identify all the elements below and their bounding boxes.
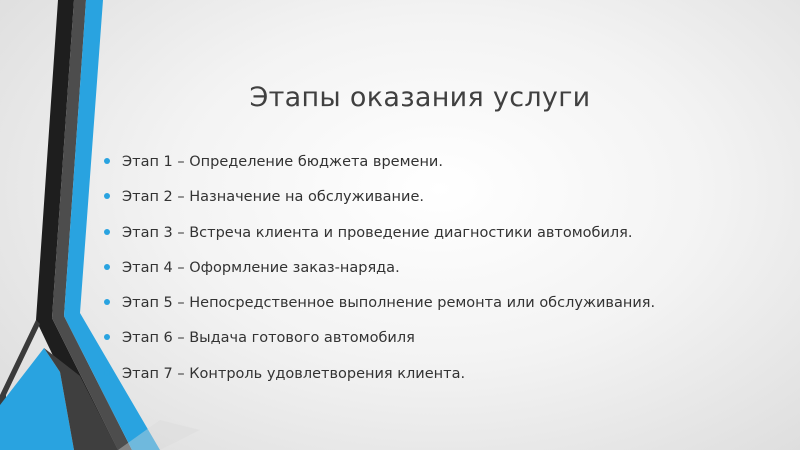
bullet-dot-icon xyxy=(104,370,110,376)
bullet-dot-icon xyxy=(104,158,110,164)
bullet-text: Этап 7 – Контроль удовлетворения клиента. xyxy=(122,365,466,382)
slide-title: Этапы оказания услуги xyxy=(249,82,591,113)
bullet-text: Этап 4 – Оформление заказ-наряда. xyxy=(122,259,400,276)
bullet-text: Этап 5 – Непосредственное выполнение ремонта или обслуживания. xyxy=(122,295,656,312)
bullet-text: Этап 6 – Выдача готового автомобиля xyxy=(122,330,415,347)
bullet-text: Этап 3 – Встреча клиента и проведение диагностики автомобиля. xyxy=(122,224,633,241)
bullet-text: Этап 1 – Определение бюджета времени. xyxy=(122,154,443,170)
bullet-dot-icon xyxy=(104,264,110,270)
bullet-text: Этап 2 – Назначение на обслуживание. xyxy=(122,189,424,206)
bullet-dot-icon xyxy=(104,229,110,235)
